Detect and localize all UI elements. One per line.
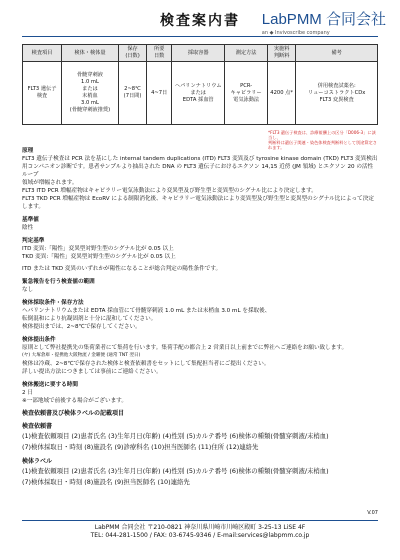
criteria-text: ITD または TKD 変異のいずれかが陽性になることが総合判定の陽性条件です。 <box>22 266 222 272</box>
footer-address: LabPMM 合同会社 〒210-0821 神奈川県川崎市川崎区殿町 3-25-13 LiSE 4F <box>94 524 306 531</box>
criteria-text: TKD 変異:「陽性」変異型対野生型のシグナル比が 0.05 以上 <box>22 254 176 260</box>
label-items: (7)検体採取日・時刻 (8)施設名 (9)担当医師名 (10)連絡先 <box>22 478 190 486</box>
test-info-table <box>22 44 378 125</box>
cell-remarks: 併用検査試薬名: リューコストラクトCDx FLT3 変異検査 <box>296 62 378 125</box>
header-cell: 所要 日数 <box>147 45 172 62</box>
section-heading-principle: 原理 <box>22 148 34 154</box>
cell-method: PCR- キャピラリー 電気泳動法 <box>225 62 268 125</box>
transport-value: 2 日 <box>22 390 33 396</box>
form-items: (1)検査依頼項目 (2)患者氏名 (3)生年月日(年齢) (4)性別 (5)カルテ番号 (6)検体の種類(骨髄穿刺液/末梢血) <box>22 432 329 440</box>
submission-text: 詳しい提出方法につきましては事前にご連絡ください。 <box>22 369 162 375</box>
collection-text: 検体提出までは、2~8℃で保存してください。 <box>22 324 141 330</box>
header-cell: 採取容器 <box>172 45 225 62</box>
form-items: (7)検体採取日・時刻 (8)施設名 (9)診療科名 (10)担当医師名 (11)住所 (12)連絡先 <box>22 443 259 451</box>
cell-test-item: FLT3 遺伝子 検査 <box>23 62 62 125</box>
header-divider <box>22 36 378 37</box>
label-items: (1)検査依頼項目 (2)患者氏名 (3)生年月日(年齢) (4)性別 (5)カルテ番号 (6)検体の種類(骨髄穿刺液/末梢血) <box>22 467 329 475</box>
section-heading-transport: 検体搬送に要する時間 <box>22 382 78 388</box>
section-heading-collection: 検体採取条件・保存方法 <box>22 300 84 306</box>
principle-text: FLT3 遺伝子検査は PCR 法を基にした internal tandem duplications (ITD) FLT3 変異及び tyrosine kinase domain (TKD) FLT3 変異検出 <box>22 156 378 162</box>
collection-text: 転倒混和により抗凝固剤と十分に混和してください。 <box>22 316 157 322</box>
cell-storage: 2~8℃ (7日間) <box>118 62 146 125</box>
form-subheading-label: 検体ラベル <box>22 458 53 465</box>
form-subheading-request: 検査依頼書 <box>22 423 53 430</box>
table-header-row <box>23 45 378 62</box>
section-heading-form: 検査依頼書及び検体ラベルの記載項目 <box>22 410 125 417</box>
document-body <box>22 142 378 488</box>
cell-fee: 4200 点* <box>267 62 295 125</box>
cell-specimen: 骨髄穿刺液 1.0 mL または 末梢血 3.0 mL (骨髄穿刺液推奨) <box>62 62 119 125</box>
logo-subtitle: an ◆ Invivoscribe company <box>261 30 330 36</box>
header-cell: 実施料 判断料 <box>267 45 295 62</box>
header-cell: 検査項目 <box>23 45 62 62</box>
fee-note: *FLT3 遺伝子検査は、診療報酬上の区分「D006-3」に該当し、 判断料は遺伝子関連・染色体検査判断料として別途算定されます。 <box>268 130 377 150</box>
criteria-text: ITD 変異:「陽性」変異型対野生型のシグナル比が 0.05 以上 <box>22 246 174 252</box>
section-heading-urgent: 緊急報告を行う検査値の範囲 <box>22 279 95 285</box>
company-logo <box>262 8 386 36</box>
principle-text: 領域が増幅されます。 <box>22 180 78 186</box>
reference-value: 陰性 <box>22 225 34 231</box>
table-row <box>23 62 378 125</box>
urgent-value: なし <box>22 287 34 293</box>
header-cell: 測定方法 <box>225 45 268 62</box>
submission-text: 検体は冷蔵、2~8℃で保存された検体と検査依頼書をセットにして集配担当者にご提出ください。 <box>22 361 270 367</box>
cell-container: ヘパリンナトリウム または EDTA 採血管 <box>172 62 225 125</box>
principle-text: FLT3 TKD PCR 増幅産物は EcoRV による制限消化後、キャピラリー電気泳動法により変異型及び野生型と変異型のシグナル比によって決定します。 <box>22 196 374 210</box>
transport-note: ※一部地域で前後する場合がございます。 <box>22 398 127 404</box>
page-title: 検査案内書 <box>160 13 240 29</box>
footer-contact: TEL: 044-281-1500 / FAX: 03-6745-9346 / E-mail:services@labpmm.co.jp <box>90 532 310 539</box>
cell-turnaround: 4~7日 <box>147 62 172 125</box>
footer <box>0 524 400 540</box>
header-cell: 備考 <box>296 45 378 62</box>
submission-text: 原則として弊社提携先の集荷業者にて集荷を行います。集荷手配の都合上 2 営業日以上前までに弊社へご連絡をお願い致します。 <box>22 345 348 351</box>
header-cell: 保存 (日数) <box>118 45 146 62</box>
section-heading-submission: 検体提出条件 <box>22 337 56 343</box>
principle-text: 用コンパニオン診断です。患者サンプルより抽出された DNA の FLT3 遺伝子におけるエクソン 14,15 近傍 (JM 領域) とエクソン 20 の活性ループ <box>22 164 374 178</box>
logo-name: LabPMM 合同会社 <box>261 11 386 28</box>
footer-divider <box>22 520 378 521</box>
collection-text: ヘパリンナトリウムまたは EDTA 採血管にて骨髄穿刺液 1.0 mL または末梢血 3.0 mL を採取後、 <box>22 308 271 314</box>
principle-text: FLT3 ITD PCR 増幅産物はキャピラリー電気泳動法により変異型及び野生型と変異型のシグナル比により決定します。 <box>22 188 317 194</box>
submission-text: (ヤ) 大塚倉庫・提携他大阪物流 / 金曜便 (通常 TNT 翌日) <box>22 353 141 358</box>
section-heading-reference: 基準値 <box>22 217 39 223</box>
version-label: V.07 <box>367 510 378 516</box>
header-cell: 検体・検体量 <box>62 45 119 62</box>
section-heading-criteria: 判定基準 <box>22 238 45 244</box>
